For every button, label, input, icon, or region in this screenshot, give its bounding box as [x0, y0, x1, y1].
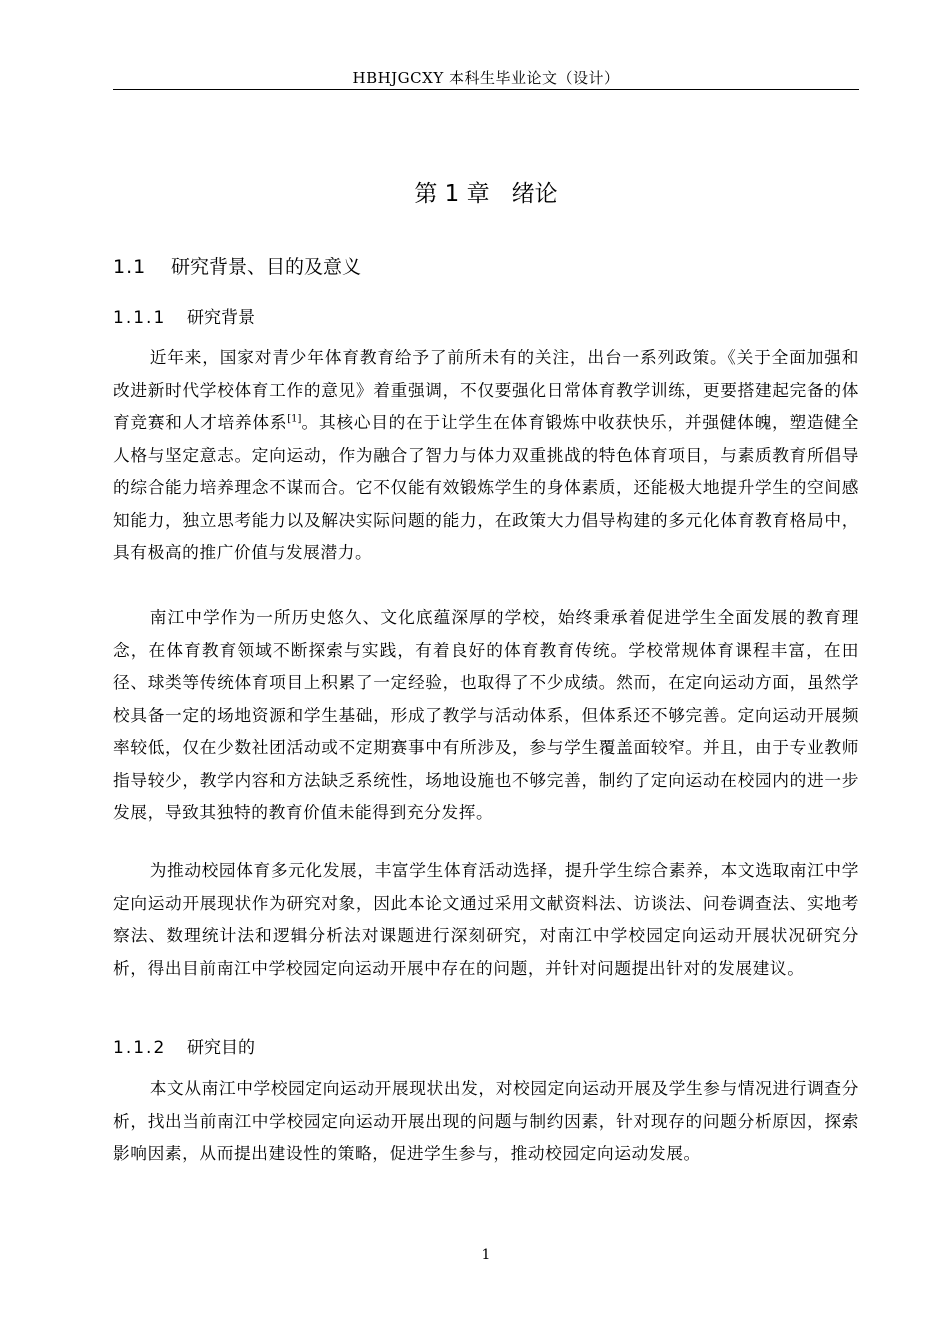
section-heading-1-1: [113, 254, 361, 280]
chapter-number: 第 1 章: [414, 181, 490, 207]
chapter-name: 绪论: [511, 181, 558, 207]
subsection-title: 研究背景: [187, 308, 255, 328]
paragraph-text: 近年来，国家对青少年体育教育给予了前所未有的关注，出台一系列政策。《关于全面加强和改进新时代学校体育工作的意见》着重强调，不仅要强化日常体育教学训练，更要搭建起完备的体育竞赛和人才培养体系: [113, 347, 859, 432]
section-heading-1-1-1: [113, 306, 255, 330]
paragraph-purpose: 本文从南江中学校园定向运动开展现状出发，对校园定向运动开展及学生参与情况进行调查分析，找出当前南江中学校园定向运动开展出现的问题与制约因素，针对现存的问题分析原因，探索影响因素，从而提出建设性的策略，促进学生参与，推动校园定向运动发展。: [113, 1078, 859, 1163]
section-title: 研究背景、目的及意义: [171, 256, 362, 278]
paragraph-background-3: 为推动校园体育多元化发展，丰富学生体育活动选择，提升学生综合素养，本文选取南江中学定向运动开展现状作为研究对象，因此本论文通过采用文献资料法、访谈法、问卷调查法、实地考察法、数理统计法和逻辑分析法对课题进行深刻研究，对南江中学校园定向运动开展状况研究分析，得出目前南江中学校园定向运动开展中存在的问题，并针对问题提出针对的发展建议。: [113, 860, 859, 978]
header-rule: [113, 89, 859, 90]
subsection-number: 1.1.1: [113, 308, 167, 328]
chapter-title: [113, 179, 859, 209]
page-number: 1: [481, 1247, 491, 1263]
citation-reference[interactable]: [1]: [287, 413, 302, 425]
paragraph-text: 。其核心目的在于让学生在体育锻炼中收获快乐，并强健体魄，塑造健全人格与坚定意志。定向运动，作为融合了智力与体力双重挑战的特色体育项目，与素质教育所倡导的综合能力培养理念不谋而合。它不仅能有效锻炼学生的身体素质，还能极大地提升学生的空间感知能力，独立思考能力以及解决实际问题的能力，在政策大力倡导构建的多元化体育教育格局中，具有极高的推广价值与发展潜力。: [113, 412, 859, 562]
subsection-number: 1.1.2: [113, 1038, 167, 1058]
paragraph-background-2: 南江中学作为一所历史悠久、文化底蕴深厚的学校，始终秉承着促进学生全面发展的教育理念，在体育教育领域不断探索与实践，有着良好的体育教育传统。学校常规体育课程丰富，在田径、球类等传统体育项目上积累了一定经验，也取得了不少成绩。然而，在定向运动方面，虽然学校具备一定的场地资源和学生基础，形成了教学与活动体系，但体系还不够完善。定向运动开展频率较低，仅在少数社团活动或不定期赛事中有所涉及，参与学生覆盖面较窄。并且，由于专业教师指导较少，教学内容和方法缺乏系统性，场地设施也不够完善，制约了定向运动在校园内的进一步发展，导致其独特的教育价值未能得到充分发挥。: [113, 607, 859, 822]
subsection-title: 研究目的: [187, 1038, 255, 1058]
paragraph-background-1: [113, 341, 859, 569]
running-header: HBHJGCXY 本科生毕业论文（设计）: [352, 69, 620, 87]
section-number: 1.1: [113, 256, 147, 278]
section-heading-1-1-2: [113, 1036, 255, 1060]
